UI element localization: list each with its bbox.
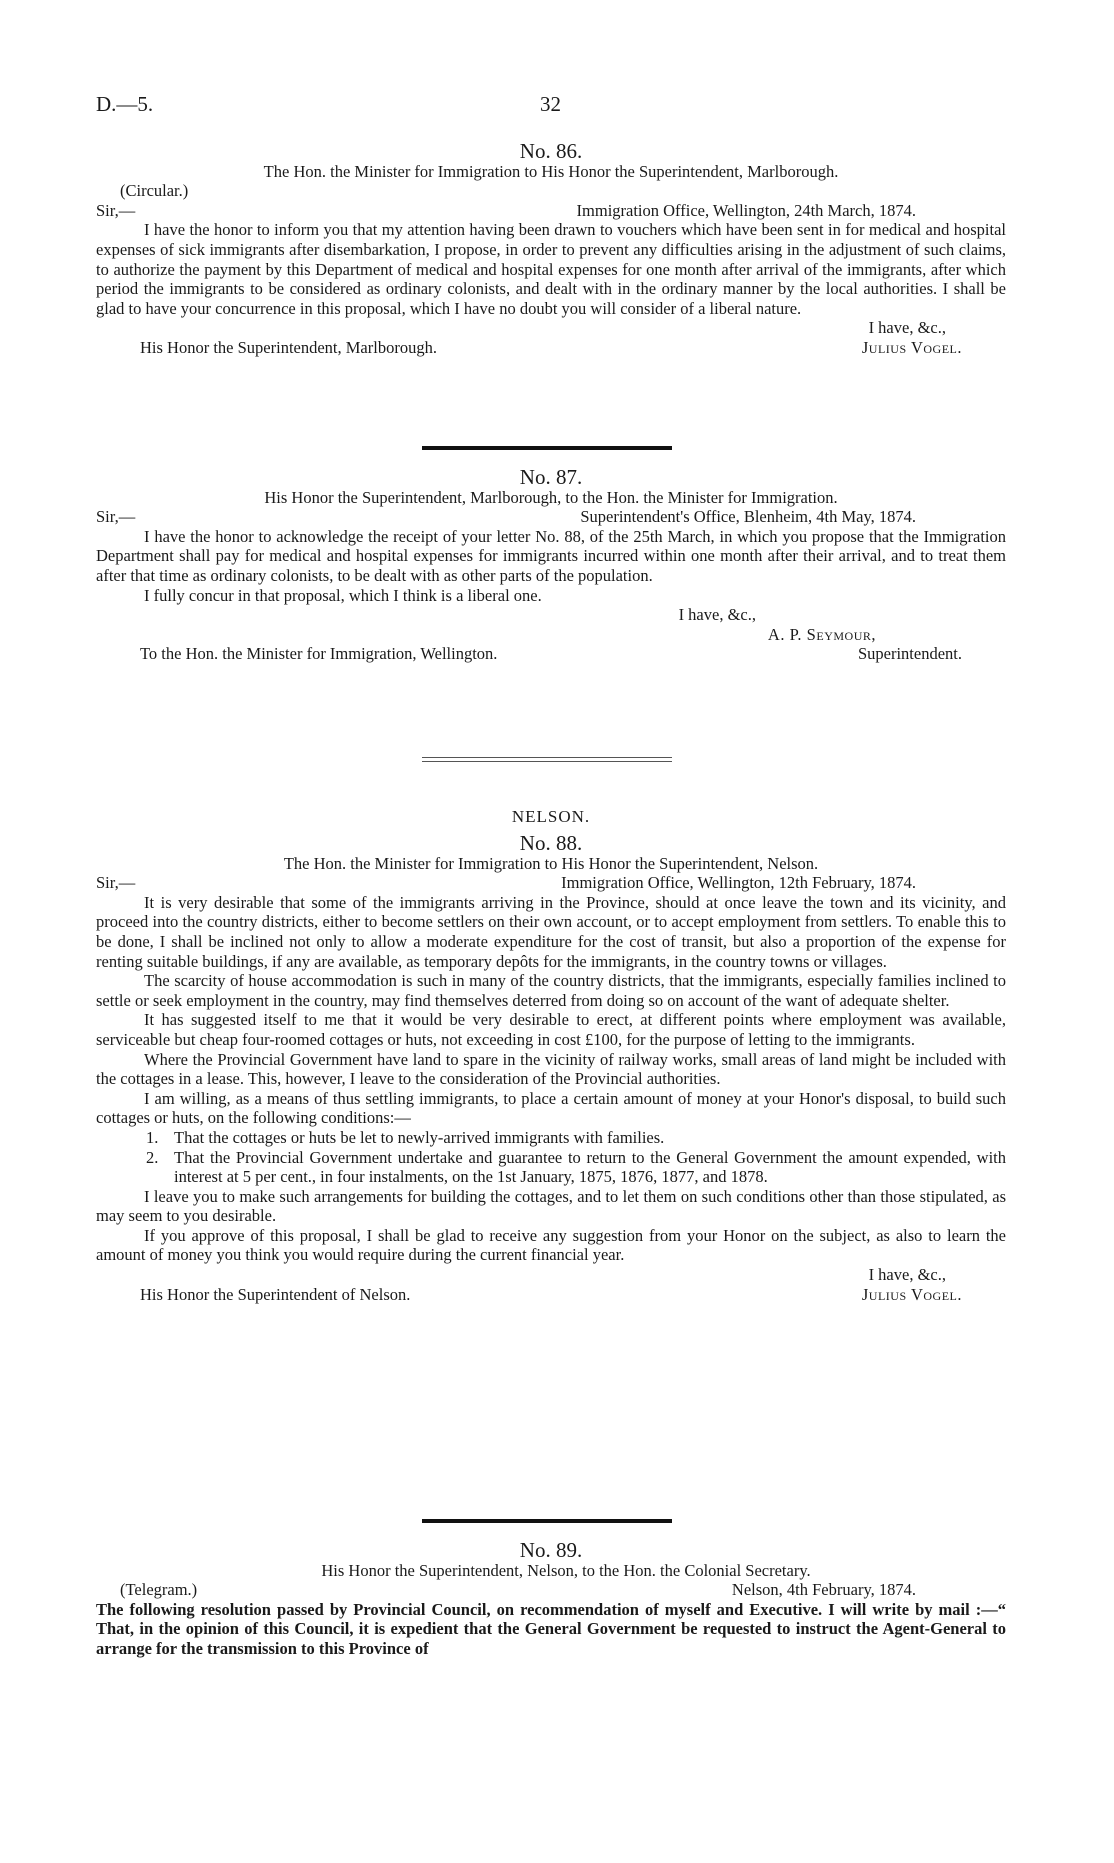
condition-item — [96, 1128, 1006, 1148]
letter-number: No. 87. — [519, 465, 583, 489]
condition-item — [96, 1148, 1006, 1187]
letter-body: I fully concur in that proposal, which I think is a liberal one. — [144, 585, 542, 605]
section-divider — [422, 1519, 672, 1523]
signature: A. P. Seymour, — [767, 624, 876, 644]
letter-89 — [96, 1538, 1006, 1659]
closing: I have, &c., — [868, 1265, 946, 1285]
circular-note: (Circular.) — [120, 181, 189, 201]
letter-heading: The Hon. the Minister for Immigration to His Honor the Superintendent, Marlborough. — [263, 161, 839, 181]
signatory-title: Superintendent. — [857, 644, 962, 664]
condition-number: 1. — [146, 1127, 159, 1147]
letter-heading: His Honor the Superintendent, Nelson, to the Hon. the Colonial Secretary. — [321, 1560, 811, 1580]
section-divider — [422, 446, 672, 450]
letter-heading: His Honor the Superintendent, Marlborough, to the Hon. the Minister for Immigration. — [264, 487, 838, 507]
letter-paragraph: Where the Provincial Government have land to spare in the vicinity of railway works, small areas of land might be included with the cottages in a lease. This, however, I leave to the consideration of the Provincial authorities. — [96, 1049, 1006, 1089]
condition-number: 2. — [146, 1147, 159, 1167]
letter-paragraph: I leave you to make such arrangements for building the cottages, and to let them on such conditions other than those stipulated, as may seem to you desirable. — [96, 1186, 1006, 1226]
letter-paragraph: I am willing, as a means of thus settling immigrants, to place a certain amount of money at your Honor's disposal, to build such cottages or huts, on the following conditions:— — [96, 1088, 1006, 1128]
letter-86 — [96, 139, 1006, 358]
letter-body: The following resolution passed by Provincial Council, on recommendation of myself and Executive. I will write by mail :—“ That, in the opinion of this Council, it is expedient that the General Government be requested to instruct the Agent-General to arrange for the transmission to this Province of — [96, 1599, 1006, 1658]
place-date: Immigration Office, Wellington, 24th March, 1874. — [576, 200, 916, 220]
condition-text: That the Provincial Government undertake and guarantee to return to the General Government the amount expended, with interest at 5 per cent., in four instalments, on the 1st January, 1875, 1876, 1877, and 1878. — [174, 1147, 1006, 1187]
letter-heading: The Hon. the Minister for Immigration to His Honor the Superintendent, Nelson. — [283, 853, 819, 873]
letter-body: I have the honor to inform you that my attention having been drawn to vouchers which have been sent in for medical and hospital expenses of sick immigrants after disembarkation, I propose, in order to prevent any difficulties arising in the adjustment of such claims, to authorize the payment by this Department of medical and hospital expenses for one month after arrival of the immigrants, after which period the immigrants to be considered as ordinary colonists, and dealt with in the ordinary manner by the local authorities. I shall be glad to have your concurrence in this proposal, which I have no doubt you will consider of a liberal nature. — [96, 220, 1006, 318]
letter-body: I have the honor to acknowledge the receipt of your letter No. 88, of the 25th March, in which you propose that the Immigration Department shall pay for medical and hospital expenses for immigrants incurred within one month after their arrival, and to treat them after that time as ordinary colonists, to be dealt with as other parts of the population. — [96, 526, 1006, 585]
salutation: Sir,— — [96, 200, 136, 220]
letter-paragraph: It is very desirable that some of the immigrants arriving in the Province, should at once leave the town and its vicinity, and proceed into the country districts, either to become settlers on their own account, or to accept employment from settlers. To enable this to be done, I shall be inclined not only to allow a moderate expenditure for the cost of transit, but also a proportion of the expense for renting suitable buildings, if any are available, as temporary depôts for the immigrants, in the country towns or villages. — [96, 892, 1006, 971]
place-date: Immigration Office, Wellington, 12th February, 1874. — [561, 873, 916, 893]
letter-paragraph: The scarcity of house accommodation is such in many of the country districts, that the immigrants, especially families inclined to settle or seek employment in the country, may find themselves deterred from doing so on account of the want of adequate shelter. — [96, 971, 1006, 1010]
place-date: Superintendent's Office, Blenheim, 4th May, 1874. — [580, 507, 916, 527]
letter-87 — [96, 465, 1006, 664]
addressee: His Honor the Superintendent, Marlborough. — [140, 337, 437, 357]
signature: Julius Vogel. — [861, 1284, 962, 1304]
letter-paragraph: If you approve of this proposal, I shall be glad to receive any suggestion from your Honor on the subject, as also to learn the amount of money you think you would require during the current financial year. — [96, 1225, 1006, 1265]
document-reference: D.—5. — [96, 92, 154, 116]
letter-paragraph: It has suggested itself to me that it would be very desirable to erect, at different points where employment was available, serviceable but cheap four-roomed cottages or huts, not exceeding in cost £100, for the purpose of letting to the immigrants. — [96, 1010, 1006, 1049]
letter-number: No. 86. — [519, 139, 583, 163]
letter-number: No. 88. — [519, 831, 583, 855]
closing: I have, &c., — [868, 318, 946, 338]
addressee: His Honor the Superintendent of Nelson. — [140, 1284, 411, 1304]
place-date: Nelson, 4th February, 1874. — [731, 1580, 916, 1600]
section-divider — [422, 761, 672, 762]
salutation: Sir,— — [96, 873, 136, 893]
telegram-note: (Telegram.) — [120, 1580, 198, 1600]
page-number: 32 — [540, 92, 561, 116]
condition-text: That the cottages or huts be let to newly-arrived immigrants with families. — [174, 1127, 665, 1147]
section-heading: NELSON. — [511, 807, 591, 826]
letter-number: No. 89. — [519, 1538, 583, 1562]
closing: I have, &c., — [678, 605, 756, 625]
addressee: To the Hon. the Minister for Immigration, Wellington. — [140, 644, 498, 664]
salutation: Sir,— — [96, 507, 136, 527]
letter-88 — [96, 831, 1006, 1304]
signature: Julius Vogel. — [861, 337, 962, 357]
section-divider — [422, 757, 672, 758]
